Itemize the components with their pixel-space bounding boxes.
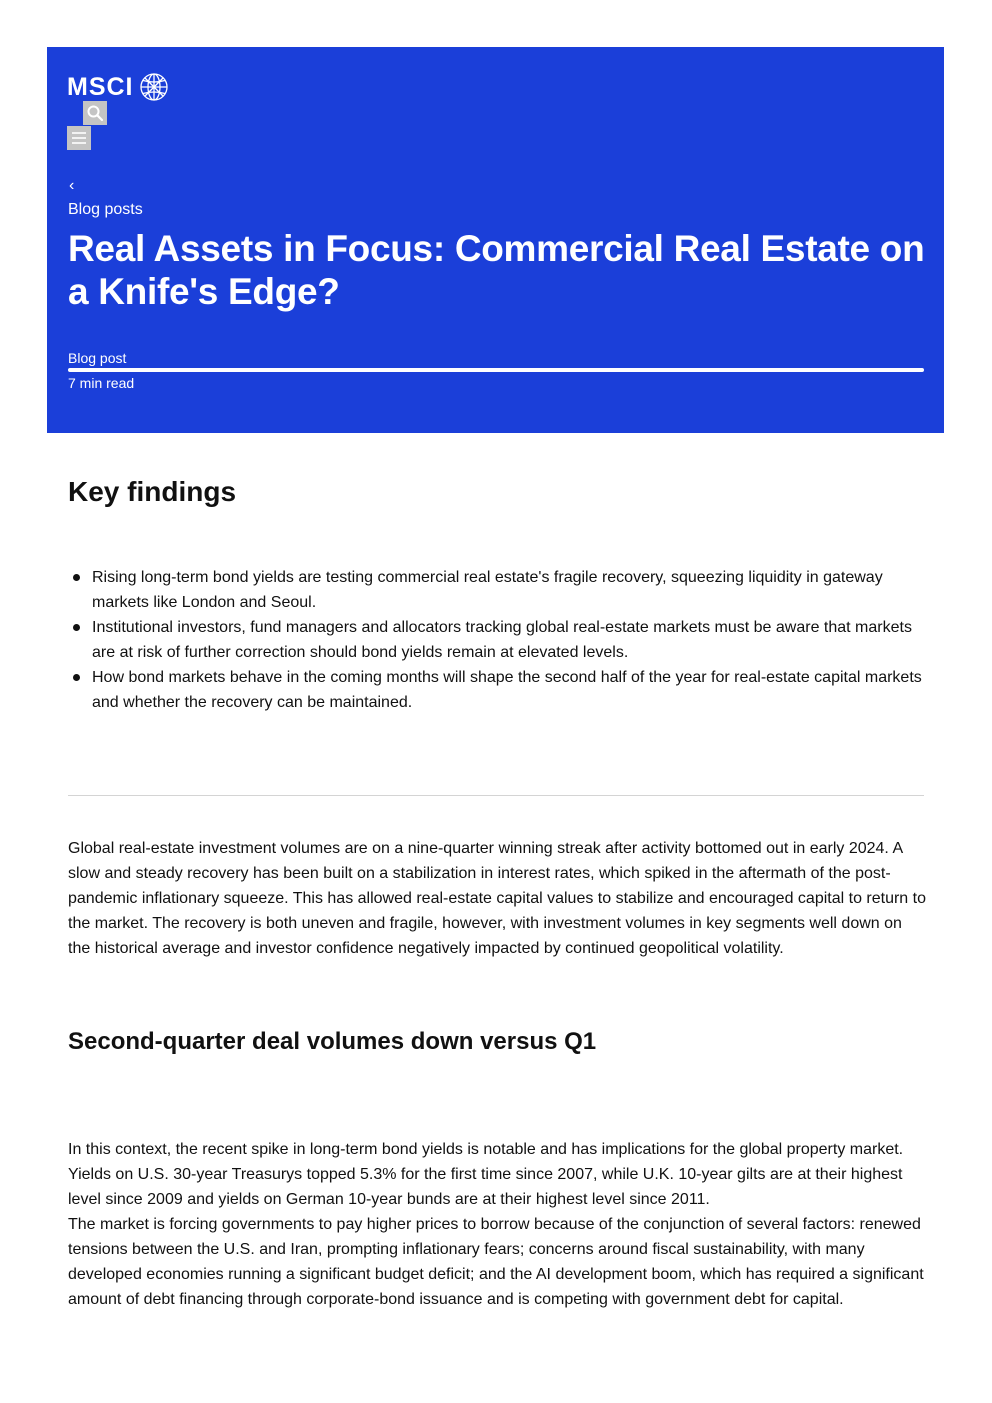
body-paragraph: The market is forcing governments to pay higher prices to borrow because of the conjunction of several factors: renewed tensions between the U.S. and Iran, prompting inflationary fears; concerns around fiscal sustainability, with many developed economies running a significant budget deficit; and the AI development boom, which has required a significant amount of debt financing through corporate-bond issuance and is competing with government debt for capital. xyxy=(68,1216,924,1308)
chevron-left-icon[interactable]: ‹ xyxy=(69,177,75,194)
read-time-label: 7 min read xyxy=(68,375,135,391)
msci-logo[interactable] xyxy=(67,72,169,102)
breadcrumb-blog-posts[interactable]: Blog posts xyxy=(68,201,143,218)
list-item: Institutional investors, fund managers and allocators tracking global real-estate markets must be aware that markets are at risk of further correction should bond yields remain at elevated levels. xyxy=(68,615,928,665)
section-divider xyxy=(68,795,924,796)
key-findings-heading: Key findings xyxy=(68,476,237,507)
logo-text: MSCI xyxy=(67,73,134,101)
menu-button[interactable] xyxy=(67,126,91,150)
search-button[interactable] xyxy=(83,101,107,125)
key-findings-list xyxy=(68,565,928,715)
article-header xyxy=(47,47,944,433)
page-title: Real Assets in Focus: Commercial Real Estate on a Knife's Edge? xyxy=(68,228,925,312)
list-item: Rising long-term bond yields are testing commercial real estate's fragile recovery, squeezing liquidity in gateway markets like London and Seoul. xyxy=(68,565,928,615)
search-icon xyxy=(86,104,104,122)
section-heading: Second-quarter deal volumes down versus Q1 xyxy=(68,1028,597,1055)
body-paragraph: In this context, the recent spike in long-term bond yields is notable and has implications for the global property market. Yields on U.S. 30-year Treasurys topped 5.3% for the first time since 2007, while U.K. 10-year gilts are at their highest level since 2009 and yields on German 10-year bunds are at their highest level since 2011. xyxy=(68,1141,904,1208)
globe-icon xyxy=(139,72,169,102)
menu-icon xyxy=(70,129,88,147)
body-paragraph: Global real-estate investment volumes are on a nine-quarter winning streak after activity bottomed out in early 2024. A slow and steady recovery has been built on a stabilization in interest rates, which spiked in the aftermath of the post-pandemic inflationary squeeze. This has allowed real-estate capital values to stabilize and encouraged capital to return to the market. The recovery is both uneven and fragile, however, with investment volumes in key segments well down on the historical average and investor confidence negatively impacted by continued geopolitical volatility. xyxy=(68,840,926,957)
list-item: How bond markets behave in the coming months will shape the second half of the year for real-estate capital markets and whether the recovery can be maintained. xyxy=(68,665,928,715)
meta-divider xyxy=(68,368,924,372)
content-type-label: Blog post xyxy=(68,350,127,366)
